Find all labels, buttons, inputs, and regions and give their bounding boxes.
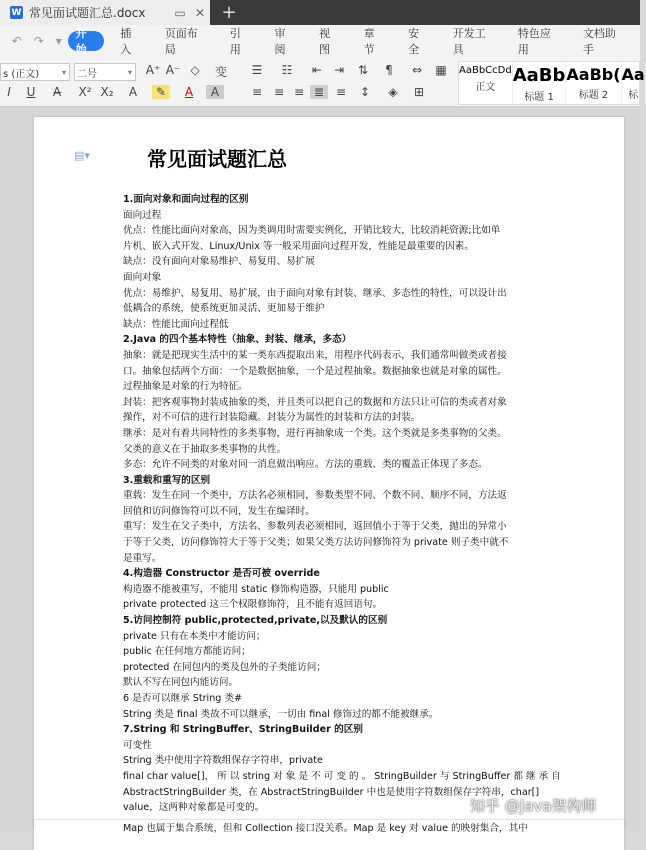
menu-tab-7[interactable]: 安全 (408, 27, 420, 56)
style-sample: Aa (621, 65, 645, 84)
chevron-down-icon: ▾ (127, 67, 132, 77)
style-option-0[interactable] (459, 62, 513, 104)
style-sample: AaBbCcDd (459, 65, 512, 76)
font-name-select[interactable] (0, 63, 70, 81)
superscript-icon[interactable]: X² (78, 85, 92, 99)
paragraph-line: 过程抽象是对象的行为特征。 (123, 381, 248, 393)
paragraph-line: 低耦合的系统，使系统更加灵活、更加易于维护 (123, 303, 325, 315)
increase-indent-icon[interactable]: ⇥ (333, 63, 345, 77)
title-bar (0, 0, 640, 25)
paragraph-line: String 类是 final 类故不可以继承，一切由 final 修饰过的都不能被继承。 (123, 708, 439, 720)
paragraph-line: 口。抽象包括两个方面：一个是数据抽象，一个是过程抽象。数据抽象也就是对象的属性。 (123, 365, 507, 377)
paragraph-line: 于等于父类，访问修饰符大于等于父类；如果父类方法访问修饰符为 private 则子类中就不 (123, 537, 509, 549)
paragraph-line: 封装：把客观事物封装成抽象的类，并且类可以把自己的数据和方法只让可信的类或者对象 (123, 396, 507, 408)
ribbon-menu (0, 25, 640, 57)
close-tab-icon[interactable]: ✕ (194, 5, 206, 20)
paragraph-line: 6 是否可以继承 String 类# (123, 693, 243, 704)
pin-window-icon[interactable]: ▭ (174, 5, 186, 20)
sort-icon[interactable]: ⇅ (357, 63, 369, 77)
numbering-icon[interactable]: ☷ (281, 63, 293, 77)
style-name: 标 (628, 90, 639, 101)
style-sample: AaBb( (566, 65, 621, 84)
align-center-icon[interactable]: ≡ (273, 85, 285, 99)
menu-tab-5[interactable]: 视图 (319, 27, 331, 56)
paragraph-line: 可变性 (123, 739, 152, 751)
align-justify-icon[interactable]: ≣ (310, 85, 328, 99)
formatting-toolbar (0, 57, 645, 107)
grow-font-icon[interactable]: A⁺ (145, 63, 161, 77)
style-name: 正文 (475, 82, 496, 93)
menu-tabs (68, 27, 640, 56)
paragraph-line: 父类的意义在于抽取多类事物的共性。 (123, 443, 287, 455)
menu-tab-9[interactable]: 特色应用 (517, 27, 551, 56)
underline-icon[interactable]: U (26, 85, 36, 99)
writer-doc-icon: W (11, 7, 22, 18)
shading-icon[interactable]: ◈ (388, 85, 398, 99)
new-tab-button[interactable]: + (221, 2, 237, 23)
paragraph-line: 多态：允许不同类的对象对同一消息做出响应。方法的重载、类的覆盖正体现了多态。 (123, 459, 488, 471)
watermark: 知乎 @Java架构师 (470, 797, 597, 815)
menu-tab-4[interactable]: 审阅 (274, 27, 286, 56)
redo-icon[interactable]: ↷ (33, 34, 44, 48)
italic-icon[interactable]: I (7, 85, 11, 99)
paragraph-line: 操作，对不可信的进行封装隐藏。封装分为属性的封装和方法的封装。 (123, 412, 421, 424)
document-title: 常见面试题汇总 (147, 147, 287, 171)
document-tab-title: 常见面试题汇总.docx (29, 6, 146, 20)
style-option-1[interactable] (513, 62, 567, 104)
paragraph-line: 重载：发生在同一个类中，方法名必须相同，参数类型不同、个数不同、顺序不同，方法返 (123, 490, 507, 502)
paragraph-line: protected 在同包内的类及包外的子类能访问； (123, 661, 326, 673)
text-direction-icon[interactable]: ⇔ (411, 63, 423, 77)
document-tab[interactable] (0, 0, 210, 25)
menu-tab-1[interactable]: 插入 (120, 27, 132, 56)
font-name-value: s (正文) (3, 68, 40, 80)
paragraph-line: 缺点：性能比面向过程低 (123, 318, 229, 330)
clear-format-icon[interactable]: ◇ (190, 63, 200, 77)
subscript-icon[interactable]: X₂ (100, 85, 114, 99)
section-heading: 4.构造器 Constructor 是否可被 override (123, 568, 320, 580)
align-left-icon[interactable]: ≡ (251, 85, 263, 99)
paragraph-line: 默认不写在同包内能访问。 (123, 677, 239, 689)
paragraph-line: 构造器不能被重写，不能用 static 修饰构造器，只能用 public (123, 583, 389, 595)
phonetic-guide-icon[interactable]: 变 (214, 65, 227, 79)
paragraph-line: private 只有在本类中才能访问； (123, 630, 266, 642)
paragraph-line: 继承：是对有着共同特性的多类事物，进行再抽象成一个类。这个类就是多类事物的父类。 (123, 427, 507, 439)
text-effect-icon[interactable]: A (128, 85, 138, 99)
undo-icon[interactable]: ↶ (11, 34, 22, 48)
paragraph-line: final char value[]， 所 以 string 对 象 是 不 可 变 的 。 StringBuilder 与 StringBuffer 都 继 承 自 (123, 770, 561, 782)
paragraph-line: 回值和访问修饰符可以不同，发生在编译时。 (123, 505, 315, 517)
paragraph-line: value，这两种对象都是可变的。 (123, 802, 265, 814)
bullets-icon[interactable]: ☰ (251, 63, 263, 77)
paragraph-line: 优点：易维护、易复用、易扩展，由于面向对象有封装、继承、多态性的特性，可以设计出 (123, 287, 507, 299)
paragraph-line: 面向过程 (123, 209, 162, 221)
highlight-icon[interactable]: ✎ (152, 85, 170, 99)
paragraph-line: 是重写。 (123, 552, 162, 564)
shrink-font-icon[interactable]: A⁻ (165, 63, 181, 77)
paragraph-line: 优点：性能比面向对象高，因为类调用时需要实例化，开销比较大，比较消耗资源;比如单 (123, 225, 501, 237)
style-gallery (458, 61, 645, 105)
style-option-2[interactable] (566, 62, 621, 104)
align-right-icon[interactable]: ≡ (293, 85, 305, 99)
borders-icon[interactable]: ⊞ (413, 85, 425, 99)
char-shading-icon[interactable]: A (206, 85, 224, 99)
line-spacing-icon[interactable]: ↕ (359, 85, 371, 99)
menu-tab-10[interactable]: 文档助手 (582, 27, 616, 56)
menu-tab-3[interactable]: 引用 (229, 27, 241, 56)
menu-tab-2[interactable]: 页面布局 (164, 27, 198, 56)
paragraph-line: 重写：发生在父子类中，方法名、参数列表必须相同，返回值小于等于父类，抛出的异常小 (123, 521, 507, 533)
section-heading: 3.重载和重写的区别 (123, 474, 211, 486)
paragraph-line: private protected 这三个权限修饰符，且不能有返回语句。 (123, 599, 383, 611)
section-heading: 5.访问控制符 public,protected,private,以及默认的区别 (123, 615, 388, 627)
menu-tab-6[interactable]: 章节 (363, 27, 375, 56)
document-outline-icon[interactable]: ▤▾ (74, 149, 90, 162)
font-size-select[interactable] (74, 63, 136, 81)
next-page-text: Map 也属于集合系统，但和 Collection 接口没关系。Map 是 key 对 value 的映射集合，其中 (123, 823, 528, 834)
distributed-icon[interactable]: ≡ (335, 85, 347, 99)
paragraph-line: AbstractStringBuilder 类，在 AbstractStringBuilder 中也是使用字符数组保存字符串，char[] (123, 786, 540, 798)
paragraph-line: 片机、嵌入式开发、Linux/Unix 等一般采用面向过程开发，性能是最重要的因素。 (123, 240, 474, 252)
quick-access (0, 34, 68, 48)
paragraph-line: String 类中使用字符数组保存字符串，private (123, 755, 323, 767)
quick-access-more-icon[interactable]: ▾ (55, 34, 62, 48)
decrease-indent-icon[interactable]: ⇤ (311, 63, 323, 77)
paragraph-line: public 在任何地方都能访问； (123, 646, 251, 658)
show-marks-icon[interactable]: ¶ (385, 63, 393, 77)
section-heading: 2.Java 的四个基本特性（抽象、封装、继承，多态） (123, 334, 352, 346)
document-body[interactable] (123, 192, 561, 816)
style-name: 标题 2 (578, 90, 609, 101)
section-heading: 7.String 和 StringBuffer、StringBuilder 的区别 (123, 724, 363, 736)
style-name: 标题 1 (524, 92, 554, 103)
table-insert-icon[interactable]: ▦ (435, 63, 447, 77)
strikethrough-icon[interactable]: A̶ (52, 85, 62, 99)
style-sample: AaBb (512, 65, 566, 86)
section-heading: 1.面向对象和面向过程的区别 (123, 194, 249, 205)
font-color-icon[interactable]: A (184, 85, 194, 99)
font-size-value: 二号 (77, 68, 97, 80)
style-option-3[interactable] (622, 62, 646, 104)
paragraph-line: 缺点：没有面向对象易维护、易复用、易扩展 (123, 256, 315, 268)
paragraph-line: 面向对象 (123, 271, 162, 283)
chevron-down-icon: ▾ (61, 67, 66, 77)
paragraph-line: 抽象：就是把现实生活中的某一类东西提取出来，用程序代码表示，我们通常叫做类或者接 (123, 349, 507, 361)
menu-tab-8[interactable]: 开发工具 (452, 27, 486, 56)
menu-tab-0[interactable]: 开始 (68, 31, 105, 51)
